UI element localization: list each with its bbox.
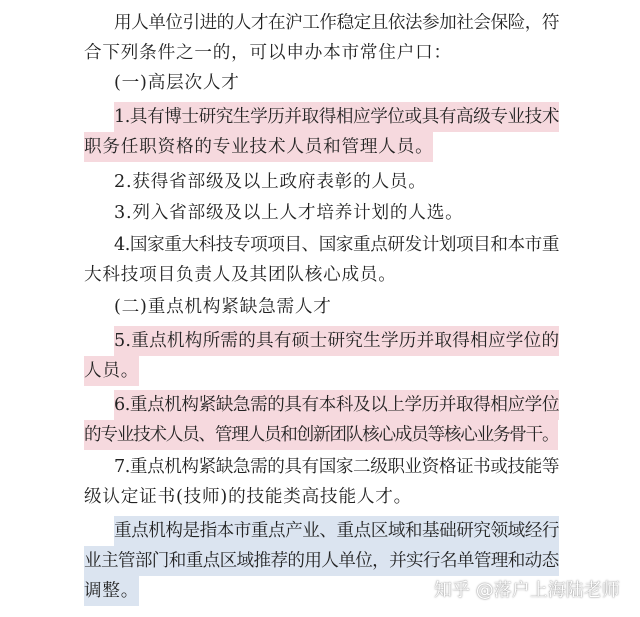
list-item-line: 6.重点机构紧缺急需的具有本科及以上学历并取得相应学位 bbox=[114, 390, 559, 420]
note-line: 业主管部门和重点区域推荐的用人单位，并实行名单管理和动态 bbox=[84, 546, 559, 576]
list-item-line: 2.获得省部级及以上政府表彰的人员。 bbox=[114, 172, 427, 192]
list-item-line: 7.重点机构紧缺急需的具有国家二级职业资格证书或技能等 bbox=[114, 457, 560, 477]
paragraph-line: 用人单位引进的人才在沪工作稳定且依法参加社会保险，符 bbox=[114, 13, 559, 33]
list-item-line: 人员。 bbox=[84, 356, 139, 386]
list-item-line: 3.列入省部级及以上人才培养计划的人选。 bbox=[114, 203, 464, 223]
list-item-line: 5.重点机构所需的具有硕士研究生学历并取得相应学位的 bbox=[114, 326, 559, 356]
list-item-line: 职务任职资格的专业技术人员和管理人员。 bbox=[84, 132, 433, 162]
list-item-line: 4.国家重大科技专项项目、国家重点研发计划项目和本市重 bbox=[114, 235, 560, 255]
list-item-line: 1.具有博士研究生学历并取得相应学位或具有高级专业技术 bbox=[114, 102, 559, 132]
watermark-text: 知乎 @落户上海陆老师 bbox=[434, 580, 620, 601]
section-heading: (一)高层次人才 bbox=[114, 73, 240, 93]
list-item-line: 的专业技术人员、管理人员和创新团队核心成员等核心业务骨干。 bbox=[84, 420, 558, 450]
list-item-line: 大科技项目负责人及其团队核心成员。 bbox=[84, 265, 397, 285]
note-line: 调整。 bbox=[84, 576, 139, 606]
section-heading: (二)重点机构紧缺急需人才 bbox=[114, 297, 332, 317]
paragraph-line: 合下列条件之一的，可以申办本市常住户口： bbox=[84, 43, 452, 63]
list-item-line: 级认定证书(技师)的技能类高技能人才。 bbox=[84, 487, 413, 507]
note-line: 重点机构是指本市重点产业、重点区域和基础研究领域经行 bbox=[114, 516, 559, 546]
